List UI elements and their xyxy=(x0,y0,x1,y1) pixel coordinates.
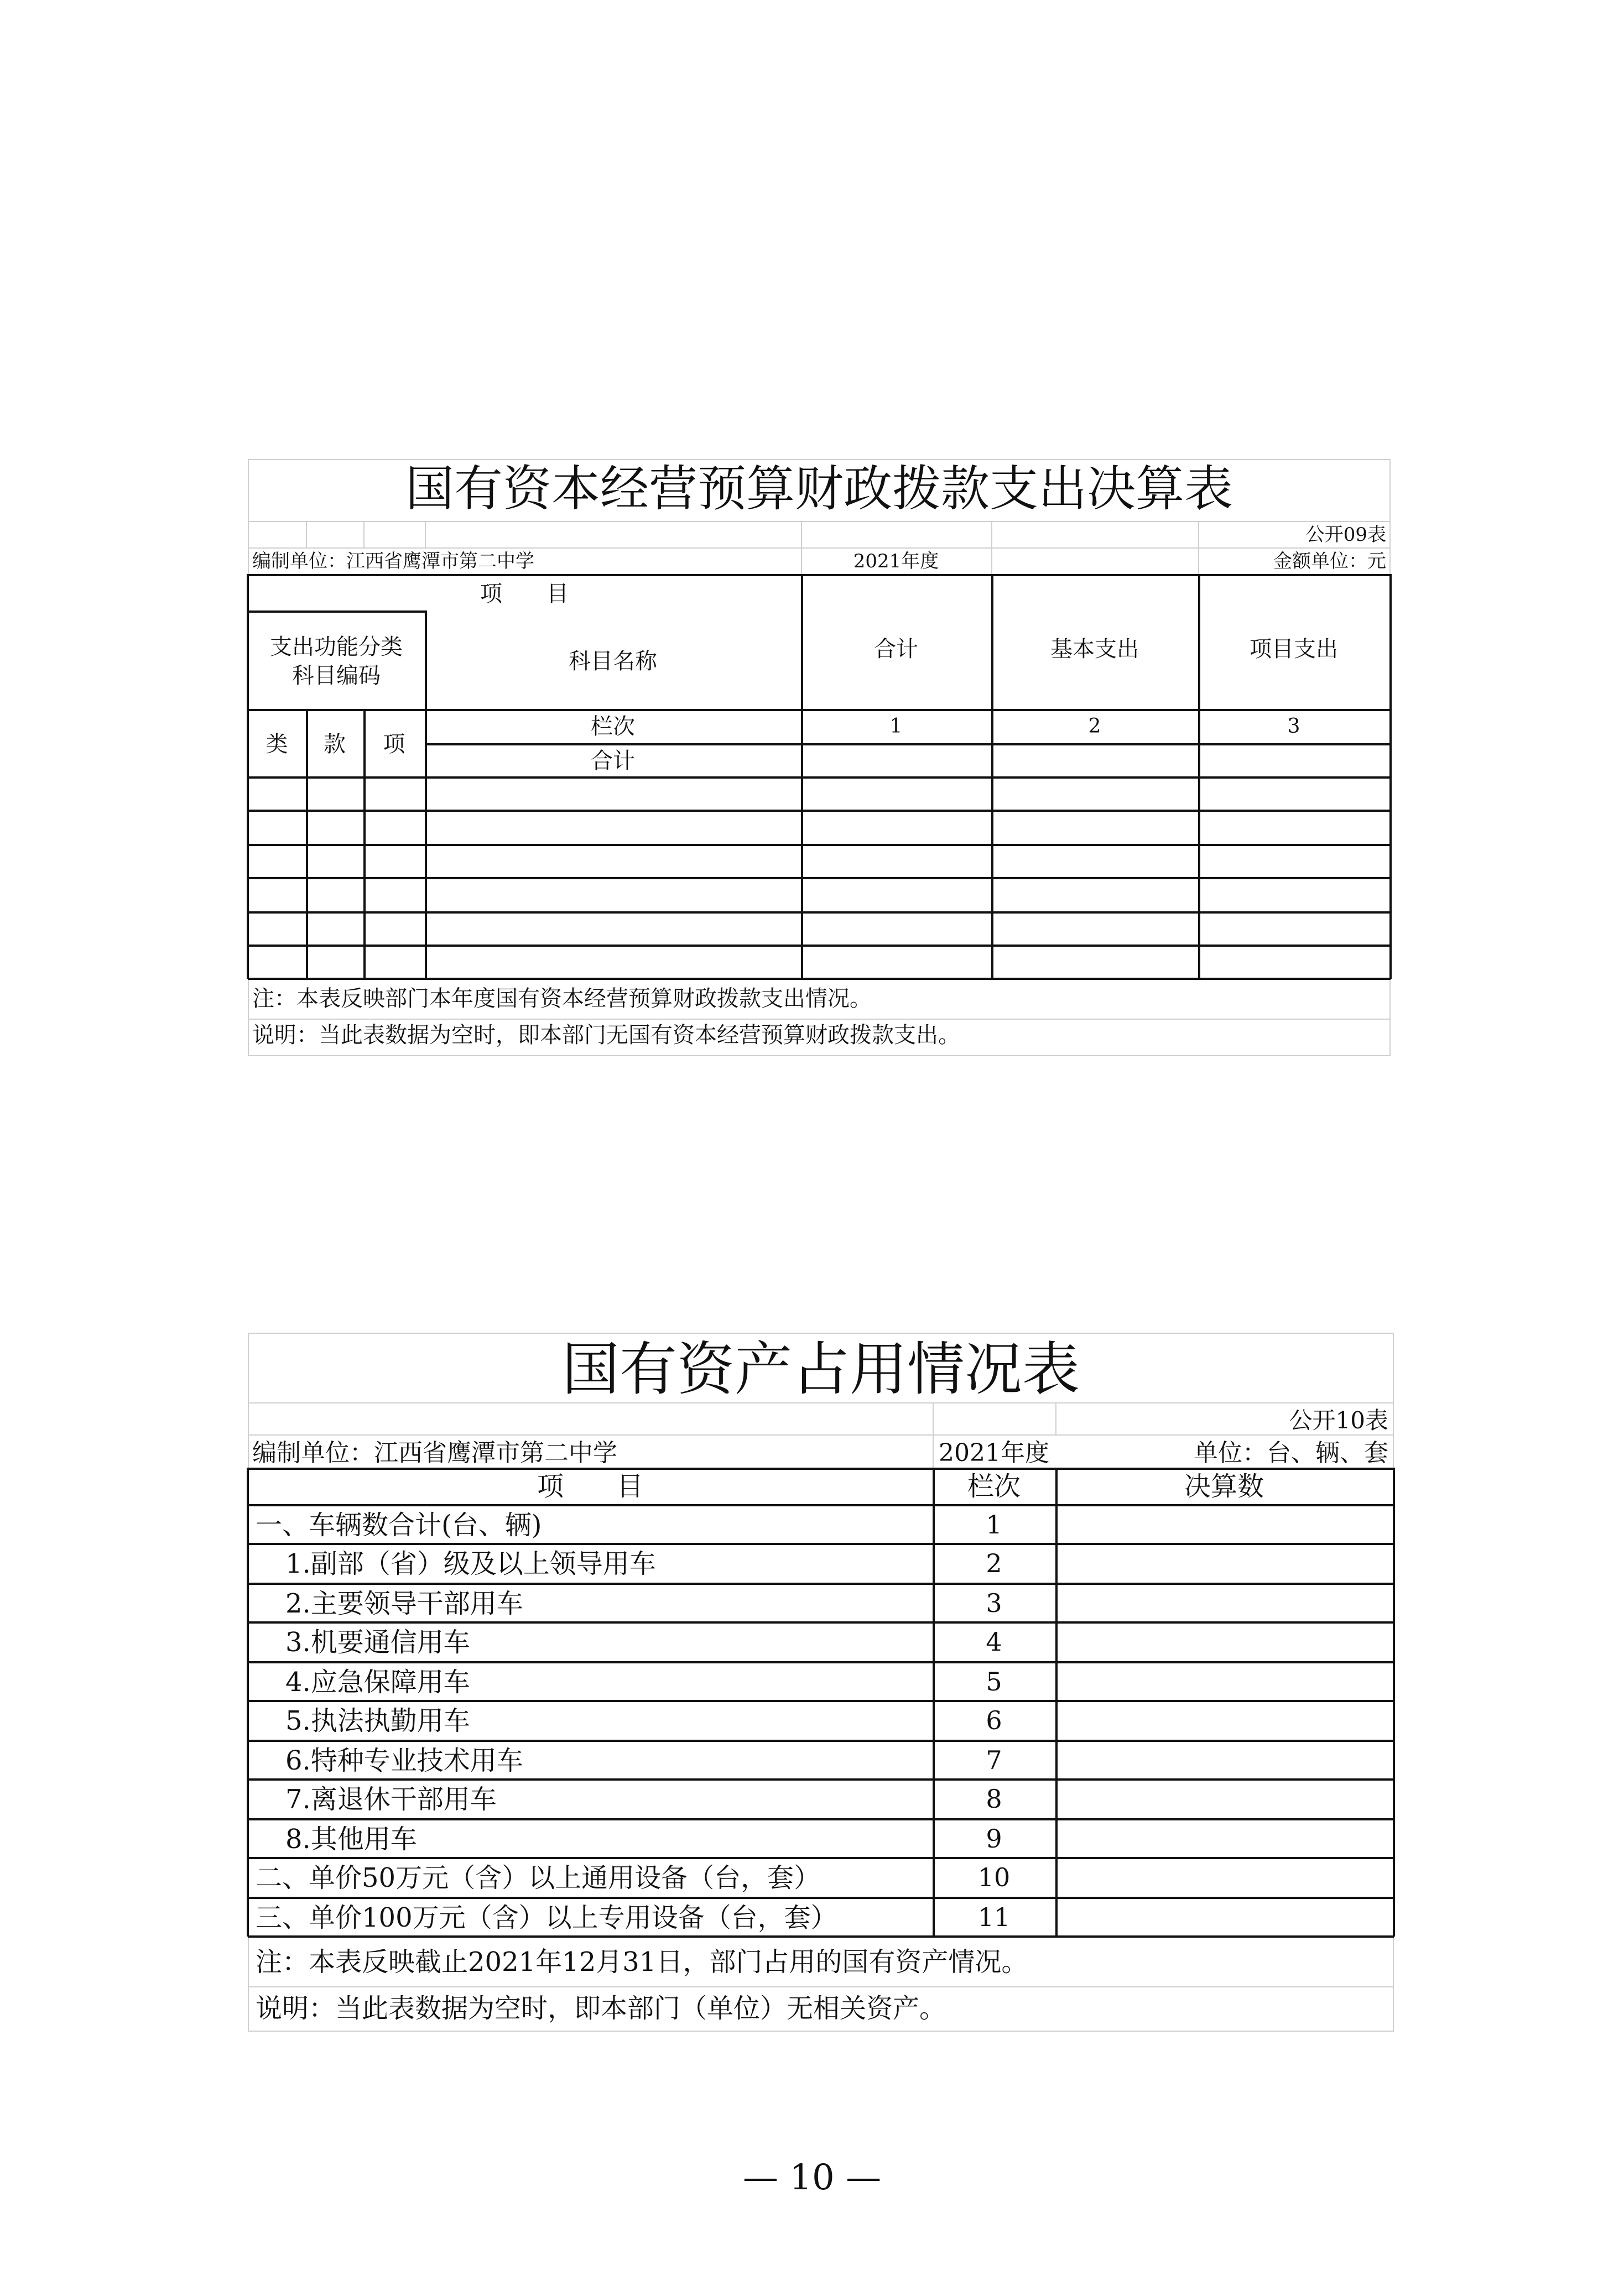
table-10-year: 2021年度 xyxy=(939,1439,1049,1467)
table-10-title: 国有资产占用情况表 xyxy=(561,1335,1080,1403)
table-09-header-total: 合计 xyxy=(874,636,918,662)
table-row-lanci: 1 xyxy=(986,1510,1002,1540)
table-row-lanci: 7 xyxy=(986,1745,1002,1775)
table-row-label: 8.其他用车 xyxy=(285,1824,417,1855)
table-09-col-xiang: 项 xyxy=(383,732,405,757)
table-09-header-func: 支出功能分类 xyxy=(270,634,403,660)
table-10-code: 公开10表 xyxy=(1289,1407,1388,1434)
table-10-header-item: 项 目 xyxy=(537,1471,643,1502)
table-row-label: 7.离退休干部用车 xyxy=(285,1784,497,1815)
table-10-explain: 说明：当此表数据为空时，即本部门（单位）无相关资产。 xyxy=(256,1993,946,2024)
table-row-label: 三、单价100万元（含）以上专用设备（台，套） xyxy=(256,1902,837,1933)
table-row-lanci: 10 xyxy=(977,1862,1011,1892)
table-row-lanci: 4 xyxy=(986,1627,1002,1657)
table-09-header-code: 科目编码 xyxy=(292,663,381,688)
table-row-label: 一、车辆数合计(台、辆) xyxy=(256,1510,542,1541)
table-row-lanci: 3 xyxy=(986,1588,1002,1618)
table-row-lanci: 9 xyxy=(986,1824,1002,1854)
table-row-lanci: 8 xyxy=(986,1784,1002,1814)
table-row-lanci: 2 xyxy=(986,1548,1002,1578)
table-09-year: 2021年度 xyxy=(853,550,939,572)
table-row-label: 1.副部（省）级及以上领导用车 xyxy=(285,1548,656,1579)
table-row-lanci: 5 xyxy=(986,1667,1002,1697)
table-09-row-total: 合计 xyxy=(591,748,635,774)
table-09-amount-unit: 金额单位：元 xyxy=(1273,550,1386,572)
table-row-label: 6.特种专业技术用车 xyxy=(285,1745,523,1776)
table-row-lanci: 11 xyxy=(977,1902,1011,1932)
table-09-header-item: 项 目 xyxy=(480,581,569,607)
table-09-header-basic: 基本支出 xyxy=(1050,636,1139,662)
table-09-row-lanci: 栏次 xyxy=(591,714,635,739)
table-09-col-kuan: 款 xyxy=(324,732,346,757)
table-09-note: 注：本表反映部门本年度国有资本经营预算财政拨款支出情况。 xyxy=(252,986,872,1011)
table-09-header-name: 科目名称 xyxy=(569,649,657,674)
table-10-unit: 单位：台、辆、套 xyxy=(1194,1439,1388,1467)
table-row-label: 3.机要通信用车 xyxy=(285,1627,470,1658)
table-09-unit-label: 编制单位：江西省鹰潭市第二中学 xyxy=(252,550,534,572)
table-row-label: 2.主要领导干部用车 xyxy=(285,1588,523,1619)
table-09-lanci-2: 2 xyxy=(1088,715,1101,738)
table-10-header-value: 决算数 xyxy=(1184,1471,1264,1502)
table-row-label: 二、单价50万元（含）以上通用设备（台，套） xyxy=(256,1862,821,1893)
table-09-lanci-3: 3 xyxy=(1287,715,1300,738)
table-10-header-lanci: 栏次 xyxy=(967,1471,1021,1502)
table-09-title: 国有资本经营预算财政拨款支出决算表 xyxy=(405,460,1233,517)
table-row-lanci: 6 xyxy=(986,1705,1002,1735)
table-09-col-lei: 类 xyxy=(266,732,288,757)
table-09-explain: 说明：当此表数据为空时，即本部门无国有资本经营预算财政拨款支出。 xyxy=(252,1022,960,1048)
table-10-note: 注：本表反映截止2021年12月31日，部门占用的国有资产情况。 xyxy=(256,1947,1028,1977)
table-09-header-project: 项目支出 xyxy=(1250,636,1338,662)
table-10-unit-label: 编制单位：江西省鹰潭市第二中学 xyxy=(252,1439,617,1467)
table-09-code: 公开09表 xyxy=(1305,524,1386,546)
page-number: — 10 — xyxy=(742,2157,882,2198)
table-row-label: 4.应急保障用车 xyxy=(285,1667,470,1698)
table-row-label: 5.执法执勤用车 xyxy=(285,1705,470,1736)
table-09-lanci-1: 1 xyxy=(889,715,903,738)
